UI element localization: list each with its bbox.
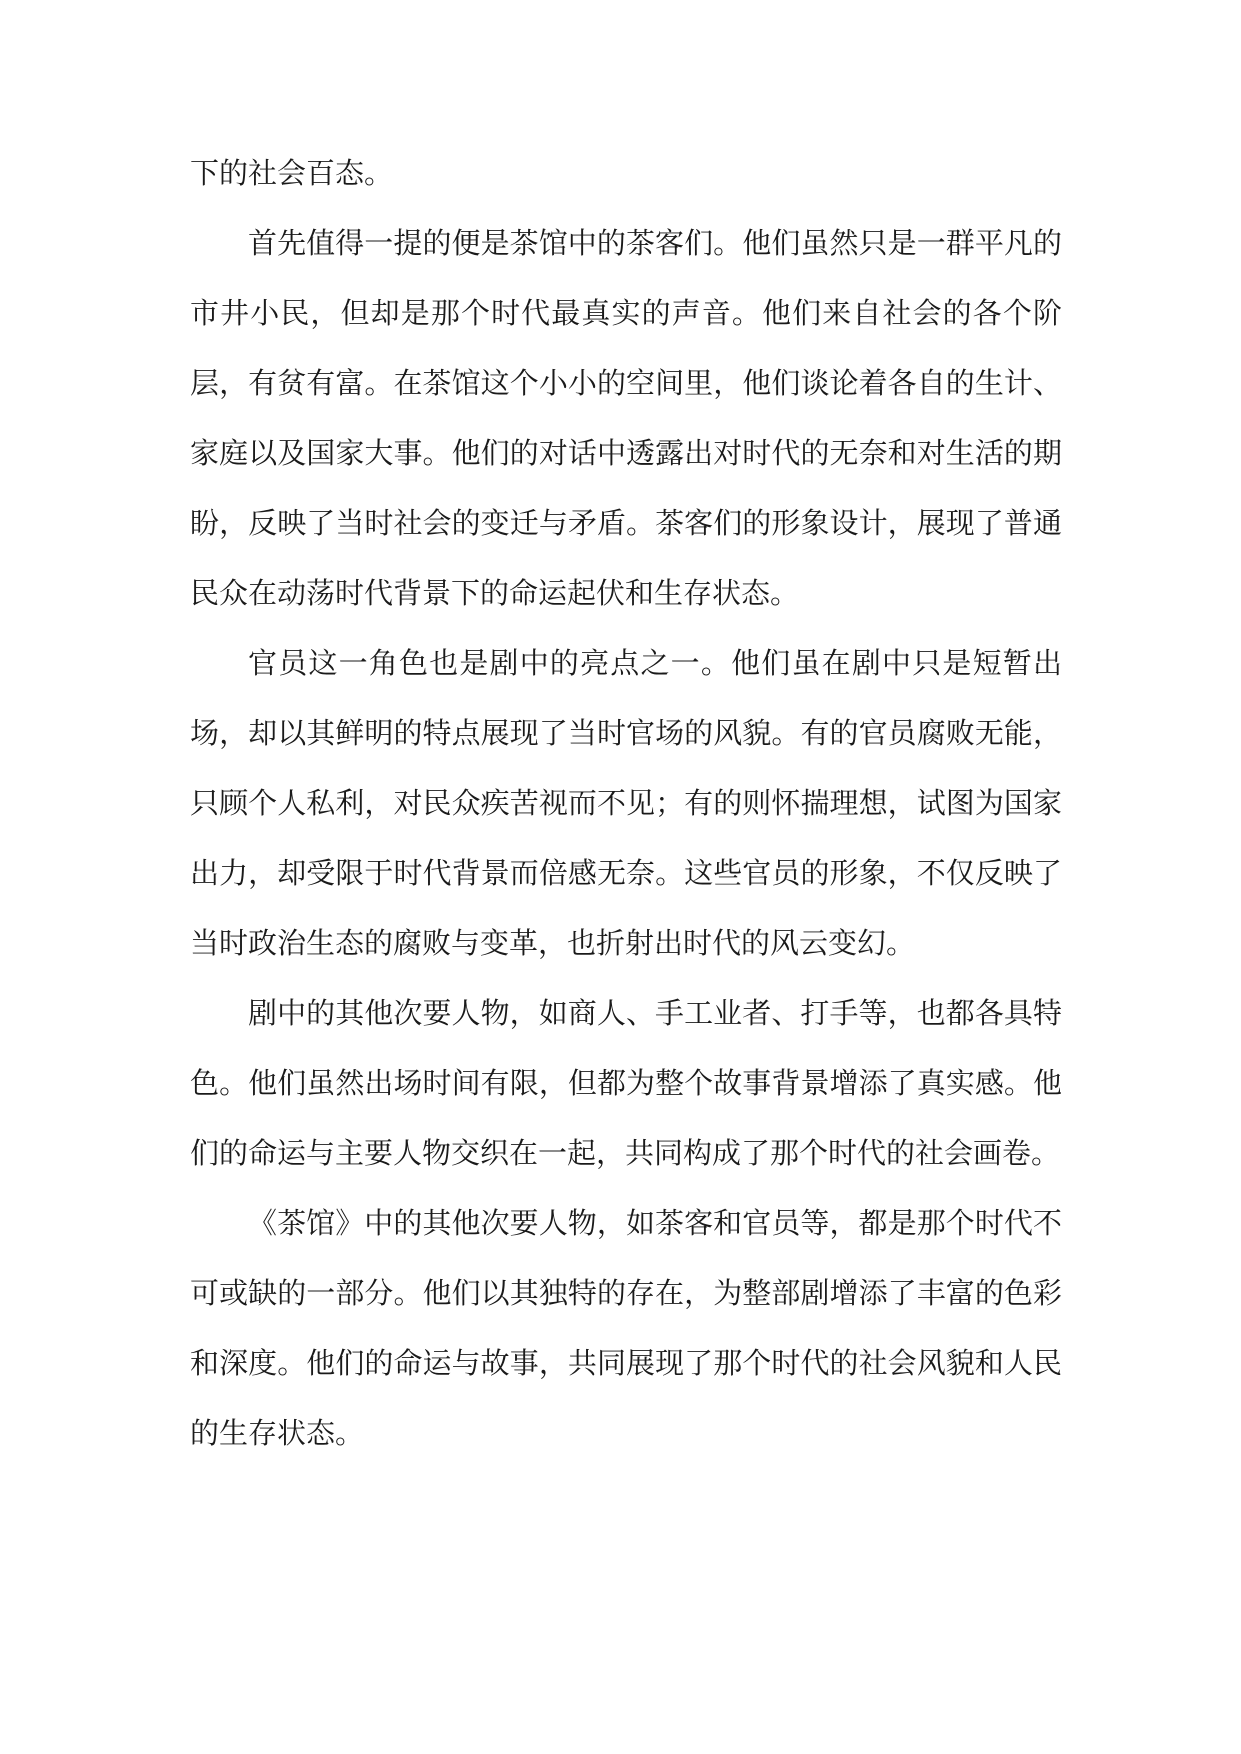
- paragraph-minor-characters: 剧中的其他次要人物，如商人、手工业者、打手等，也都各具特色。他们虽然出场时间有限，但都为整个故事背景增添了真实感。他们的命运与主要人物交织在一起，共同构成了那个时代的社会画卷。: [190, 996, 1062, 1170]
- paragraph-tea-guests: 首先值得一提的便是茶馆中的茶客们。他们虽然只是一群平凡的市井小民，但却是那个时代最真实的声音。他们来自社会的各个阶层，有贫有富。在茶馆这个小小的空间里，他们谈论着各自的生计、家庭以及国家大事。他们的对话中透露出对时代的无奈和对生活的期盼，反映了当时社会的变迁与矛盾。茶客们的形象设计，展现了普通民众在动荡时代背景下的命运起伏和生存状态。: [190, 226, 1062, 610]
- paragraph-officials: 官员这一角色也是剧中的亮点之一。他们虽在剧中只是短暂出场，却以其鲜明的特点展现了当时官场的风貌。有的官员腐败无能，只顾个人私利，对民众疾苦视而不见；有的则怀揣理想，试图为国家出力，却受限于时代背景而倍感无奈。这些官员的形象，不仅反映了当时政治生态的腐败与变革，也折射出时代的风云变幻。: [190, 646, 1062, 960]
- paragraph-conclusion: 《茶馆》中的其他次要人物，如茶客和官员等，都是那个时代不可或缺的一部分。他们以其独特的存在，为整部剧增添了丰富的色彩和深度。他们的命运与故事，共同展现了那个时代的社会风貌和人民的生存状态。: [190, 1206, 1062, 1450]
- document-body: [190, 138, 1062, 1468]
- paragraph-continuation: 下的社会百态。: [190, 156, 394, 190]
